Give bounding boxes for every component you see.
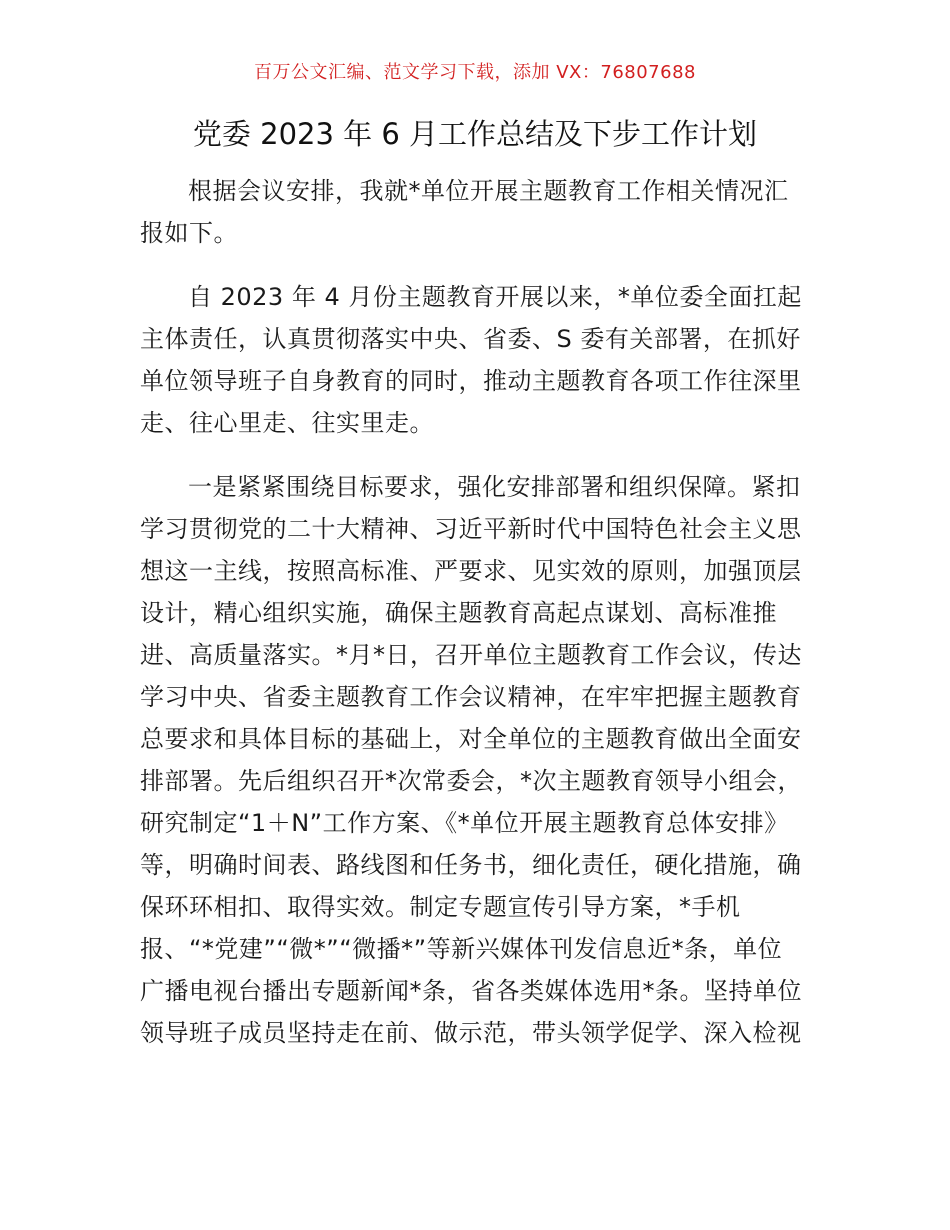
paragraph-line: 研究制定“1＋N”工作方案、《*单位开展主题教育总体安排》 [140, 809, 789, 837]
paragraph-line: 想这一主线，按照高标准、严要求、见实效的原则，加强顶层 [140, 557, 802, 585]
paragraph-3 [140, 466, 812, 1054]
paragraph-line: 学习贯彻党的二十大精神、习近平新时代中国特色社会主义思 [140, 515, 802, 543]
paragraph-line: 保环环相扣、取得实效。制定专题宣传引导方案，*手机 [140, 893, 741, 921]
paragraph-line: 报、“*党建”“微*”“微播*”等新兴媒体刊发信息近*条，单位 [140, 935, 783, 963]
paragraph-line: 学习中央、省委主题教育工作会议精神，在牢牢把握主题教育 [140, 683, 802, 711]
paragraph-line: 排部署。先后组织召开*次常委会，*次主题教育领导小组会， [140, 767, 802, 795]
paragraph-line: 等，明确时间表、路线图和任务书，细化责任，硬化措施，确 [140, 851, 802, 879]
watermark-text: 百万公文汇编、范文学习下载，添加 VX：76807688 [254, 62, 696, 83]
paragraph-line: 一是紧紧围绕目标要求，强化安排部署和组织保障。紧扣 [188, 473, 801, 501]
paragraph-line: 设计，精心组织实施，确保主题教育高起点谋划、高标准推 [140, 599, 777, 627]
paragraph-line: 走、往心里走、往实里走。 [140, 409, 434, 437]
paragraph-2 [140, 276, 812, 444]
paragraph-line: 单位领导班子自身教育的同时，推动主题教育各项工作往深里 [140, 367, 802, 395]
paragraph-line: 主体责任，认真贯彻落实中央、省委、S 委有关部署，在抓好 [140, 325, 801, 353]
document-title: 党委 2023 年 6 月工作总结及下步工作计划 [192, 117, 758, 151]
paragraph-line: 总要求和具体目标的基础上，对全单位的主题教育做出全面安 [140, 725, 802, 753]
paragraph-line: 领导班子成员坚持走在前、做示范，带头领学促学、深入检视 [140, 1019, 802, 1047]
paragraph-line: 报如下。 [140, 219, 238, 247]
paragraph-line: 自 2023 年 4 月份主题教育开展以来，*单位委全面扛起 [188, 283, 802, 311]
paragraph-line: 根据会议安排，我就*单位开展主题教育工作相关情况汇 [188, 177, 789, 205]
paragraph-line: 广播电视台播出专题新闻*条，省各类媒体选用*条。坚持单位 [140, 977, 802, 1005]
paragraph-1 [140, 170, 812, 254]
document-body [140, 170, 812, 1054]
paragraph-line: 进、高质量落实。*月*日，召开单位主题教育工作会议，传达 [140, 641, 802, 669]
